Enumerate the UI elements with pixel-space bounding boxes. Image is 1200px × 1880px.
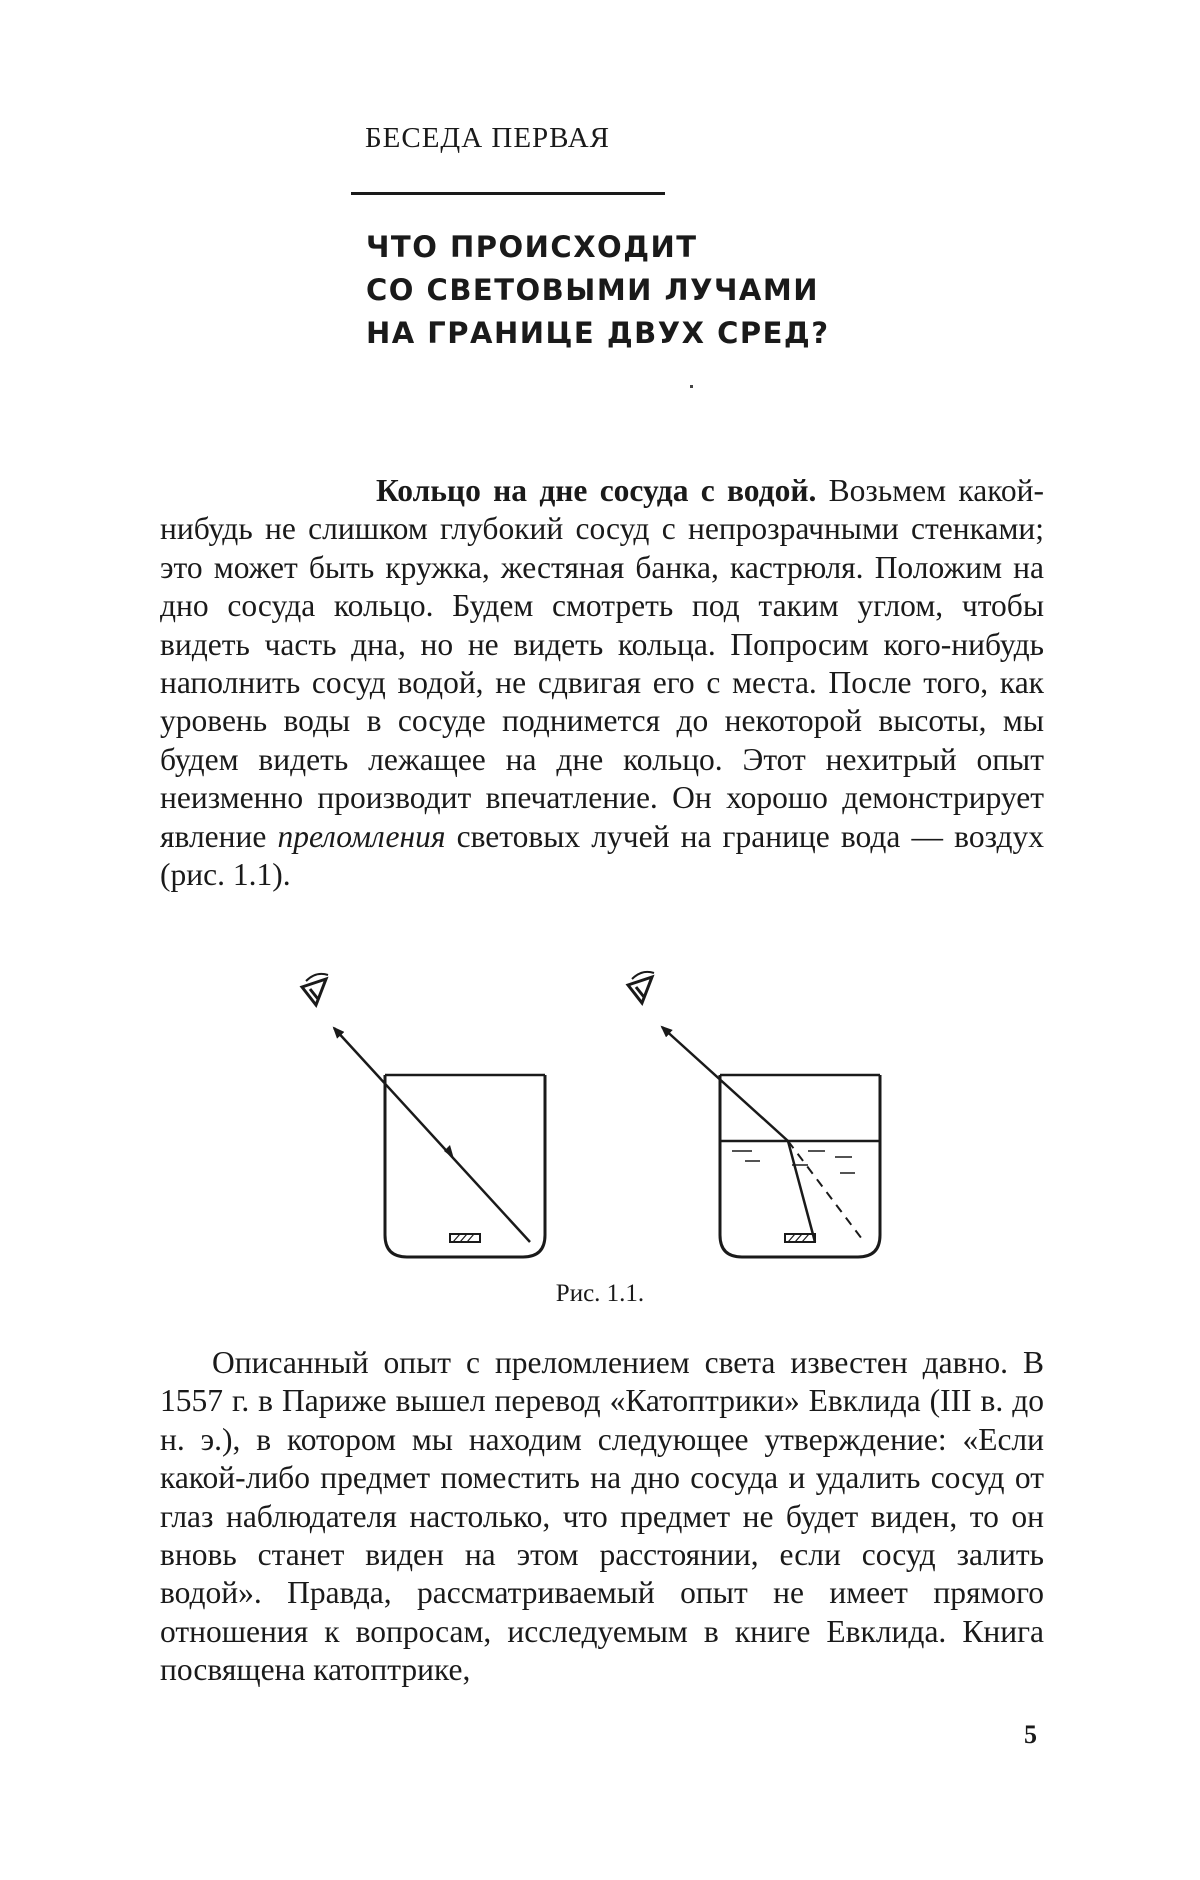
light-ray-left [334,1028,530,1242]
italic-term: преломления [277,819,445,854]
title-line-1: ЧТО ПРОИСХОДИТ [366,226,926,269]
vessel-water-diagram [628,972,880,1257]
paragraph2-text: Описанный опыт с преломлением света известен давно. В 1557 г. в Париже вышел перевод «Катоптрики» Евклида (III в. до н. э.), в котором мы находим следующее утверждение: «Если какой-либо предмет поместить на дно сосуда и удалить сосуд от глаз наблюдателя настолько, что предмет не будет виден, то он вновь станет виден на этом расстоянии, если сосуд залить водой». Правда, рассматриваемый опыт не имеет прямого отношения к вопросам, исследуемым в книге Евклида. Книга посвящена катоптрике, [160,1344,1044,1690]
title-line-2: СО СВЕТОВЫМИ ЛУЧАМИ [366,269,926,312]
figure-1-1 [280,945,920,1275]
refracted-ray-in-water [788,1141,815,1242]
figure-caption: Рис. 1.1. [0,1280,1200,1308]
light-ray-right [662,1027,788,1141]
eye-icon-left [302,974,328,1005]
paragraph1-text-b: световых лучей на границе вода — воздух (рис. 1.1). [160,819,1044,892]
vessel-empty-diagram [302,974,545,1257]
paragraph1-text-a: Возьмем какой-нибудь не слишком глубокий сосуд с непрозрачными стенками; это может быть кружка, жестяная банка, кастрюля. Положим на дно сосуда кольцо. Будем смотреть под таким углом, чтобы видеть часть дна, но не видеть кольца. Попросим кого-нибудь наполнить сосуд водой, не сдвигая его с места. После того, как уровень воды в сосуде поднимется до некоторой высоты, мы будем видеть лежащее на дне кольцо. Этот нехитрый опыт неизменно производит впечатление. Он хорошо демонстрирует явление [160,473,1044,854]
paragraph-ring-experiment [160,472,1044,894]
chapter-title [366,226,926,355]
direction-arrow-left [444,1145,454,1159]
title-rule [351,192,665,195]
eye-icon-right [628,972,654,1003]
page-number: 5 [1024,1720,1037,1750]
title-line-3: НА ГРАНИЦЕ ДВУХ СРЕД? [366,312,926,355]
paragraph-history [160,1344,1044,1690]
vessel-left-outline [385,1075,545,1257]
run-in-heading: Кольцо на дне сосуда с водой. [376,473,816,508]
unrefracted-ray-dashed [788,1141,865,1243]
book-page [0,0,1200,1880]
section-label: БЕСЕДА ПЕРВАЯ [365,122,610,155]
print-speck [690,385,693,388]
